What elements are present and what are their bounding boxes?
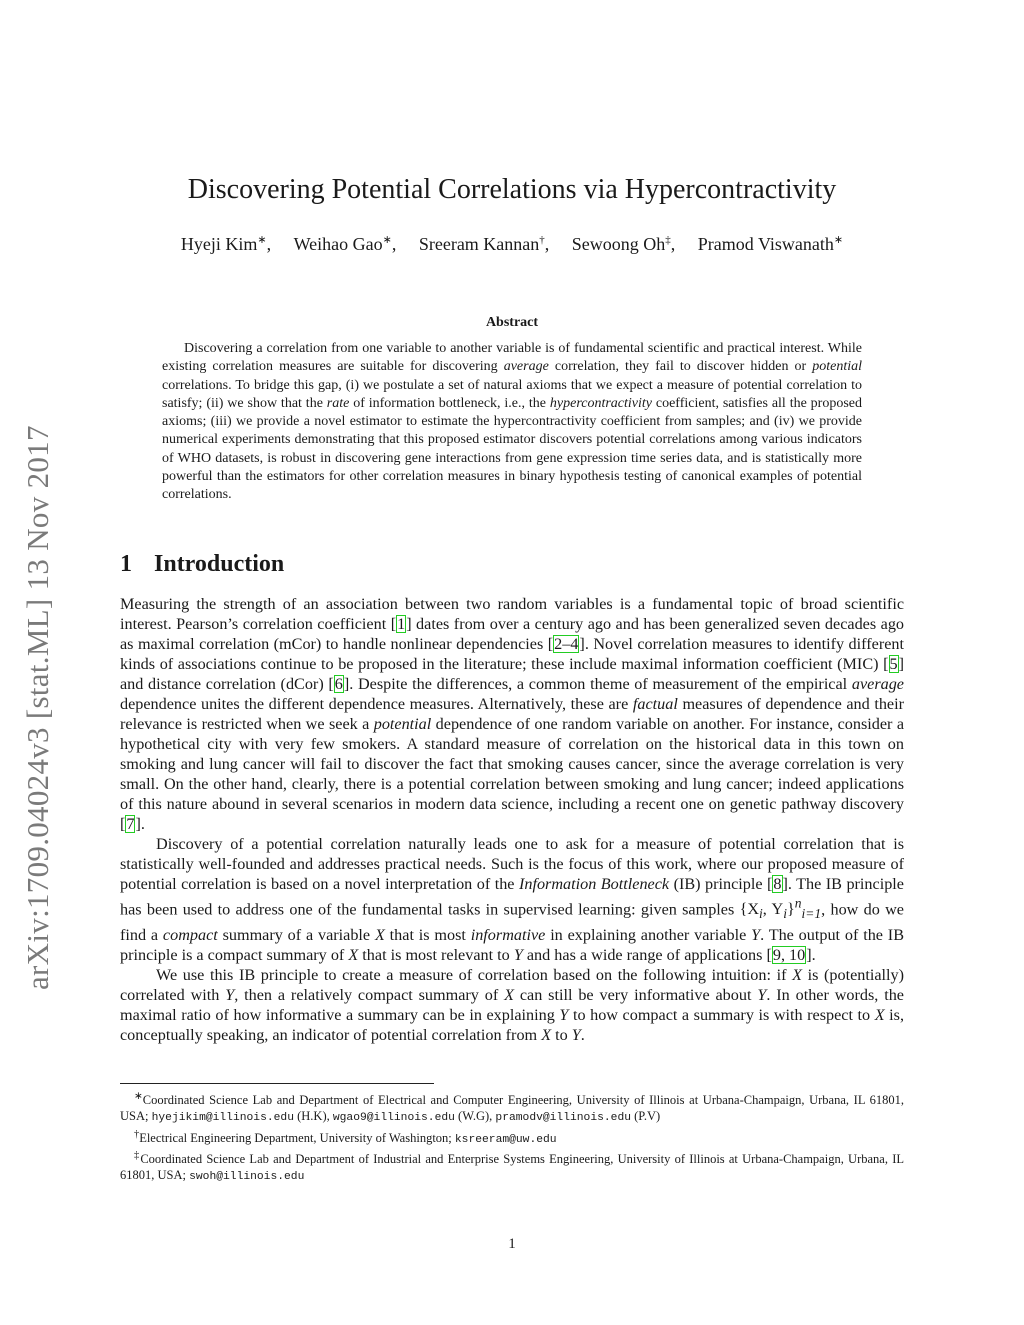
page-number: 1 — [508, 1236, 516, 1252]
author: Sreeram Kannan†, — [418, 234, 550, 254]
citation-link[interactable]: 2–4 — [554, 635, 579, 653]
author: Pramod Viswanath∗ — [697, 234, 844, 254]
math-expression: {$X_i$, $Y_i\}^n_{i=1}$ — [739, 896, 822, 922]
footnote: ∗Coordinated Science Lab and Department of Electrical and Computer Engineering, University of Illinois at Urbana-Champaign, Urbana, IL 61801, USA; hyejikim@illinois.edu (H.K), wgao9@illinois.edu (W.G), pramodv@illinois.edu (P.V) — [120, 1091, 904, 1125]
paragraph: Measuring the strength of an association between two random variables is a fundamental topic of broad scientific interest. Pearson’s correlation coefficient [1] dates from over a century ago and has been generalized seven decades ago as maximal correlation (mCor) to handle nonlinear dependencies [2–4]. Novel correlation measures to identify different kinds of associations continue to be proposed in the literature; these include maximal information coefficient (MIC) [5] and distance correlation (dCor) [6]. Despite the differences, a common theme of measurement of the empirical average dependence unites the different dependence measures. Alternatively, these are factual measures of dependence and their relevance is restricted when we seek a potential dependence of one random variable on another. For instance, consider a hypothetical city with very few smokers. A standard measure of correlation on the historical data in this town on smoking and lung cancer will fail to discover the fact that smoking causes cancer, since the average correlation is very small. On the other hand, clearly, there is a potential correlation between smoking and lung cancer; indeed applications of this nature abound in several scenarios in modern data science, including a recent one on genetic pathway discovery [7]. — [120, 595, 905, 833]
footnote-rule — [120, 1083, 434, 1084]
citation-link[interactable]: 6 — [334, 675, 343, 693]
citation-link[interactable]: 1 — [397, 615, 406, 633]
email-link[interactable]: wgao9@illinois.edu — [332, 1112, 455, 1125]
author: Hyeji Kim∗, — [180, 234, 272, 254]
email-link[interactable]: hyejikim@illinois.edu — [151, 1112, 294, 1125]
paper-title: Discovering Potential Correlations via Hypercontractivity — [187, 174, 837, 205]
email-link[interactable]: ksreeram@uw.edu — [454, 1133, 557, 1146]
section-heading: 1 Introduction — [120, 551, 285, 577]
introduction-body — [120, 594, 904, 1045]
email-link[interactable]: swoh@illinois.edu — [189, 1171, 305, 1184]
abstract-text: Discovering a correlation from one variable to another variable is of fundamental scientific and practical interest. While existing correlation measures are suitable for discovering average correlation, they fail to discover hidden or potential correlations. To bridge this gap, (i) we postulate a set of natural axioms that we expect a measure of potential correlation to satisfy; (ii) we show that the rate of information bottleneck, i.e., the hypercontractivity coefficient, satisfies all the proposed axioms; (iii) we provide a novel estimator to estimate the hypercontractivity coefficient from samples; and (iv) we provide numerical experiments demonstrating that this proposed estimator discovers potential correlations among various indicators of WHO datasets, is robust in discovering gene interactions from gene expression time series data, and is statistically more powerful than the estimators for other correlation measures in binary hypothesis testing of canonical examples of potential correlations. — [162, 341, 862, 503]
footnote: ‡Coordinated Science Lab and Department of Industrial and Enterprise Systems Engineering, University of Illinois at Urbana-Champaign, Urbana, IL 61801, USA; swoh@illinois.edu — [120, 1149, 904, 1184]
email-link[interactable]: pramodv@illinois.edu — [495, 1112, 632, 1125]
citation-link[interactable]: 9, 10 — [772, 945, 806, 964]
citation-link[interactable]: 8 — [773, 875, 782, 893]
author-list — [0, 233, 1024, 255]
abstract-heading: Abstract — [485, 315, 539, 330]
author: Weihao Gao∗, — [293, 234, 397, 254]
footnotes — [120, 1089, 904, 1185]
author: Sewoong Oh‡, — [571, 234, 676, 254]
paragraph: We use this IB principle to create a measure of correlation based on the following intuition: if X is (potentially) correlated with Y, then a relatively compact summary of X can still be very informative about Y. In other words, the maximal ratio of how informative a summary can be in explaining Y to how compact a summary is with respect to X is, conceptually speaking, an indicator of potential correlation from X to Y. — [120, 965, 905, 1044]
arxiv-identifier: arXiv:1709.04024v3 [stat.ML] 13 Nov 2017 — [20, 425, 55, 990]
citation-link[interactable]: 7 — [126, 815, 135, 833]
footnote: †Electrical Engineering Department, University of Washington; ksreeram@uw.edu — [134, 1128, 557, 1146]
citation-link[interactable]: 5 — [889, 655, 898, 673]
paragraph: Discovery of a potential correlation naturally leads one to ask for a measure of potential correlation that is statistically well-founded and addresses practical needs. Such is the focus of this work, where our proposed measure of potential correlation is based on a novel interpretation of the Information Bottleneck (IB) principle [8]. The IB principle has been used to address one of the fundamental tasks in supervised learning: given samples {$X_i$, $Y_i\}^n_{i=1}$, how do we find a compact summary of a variable X that is most informative in explaining another variable Y. The output of the IB principle is a compact summary of X that is most relevant to Y and has a wide range of applications [9, 10]. — [120, 835, 904, 964]
